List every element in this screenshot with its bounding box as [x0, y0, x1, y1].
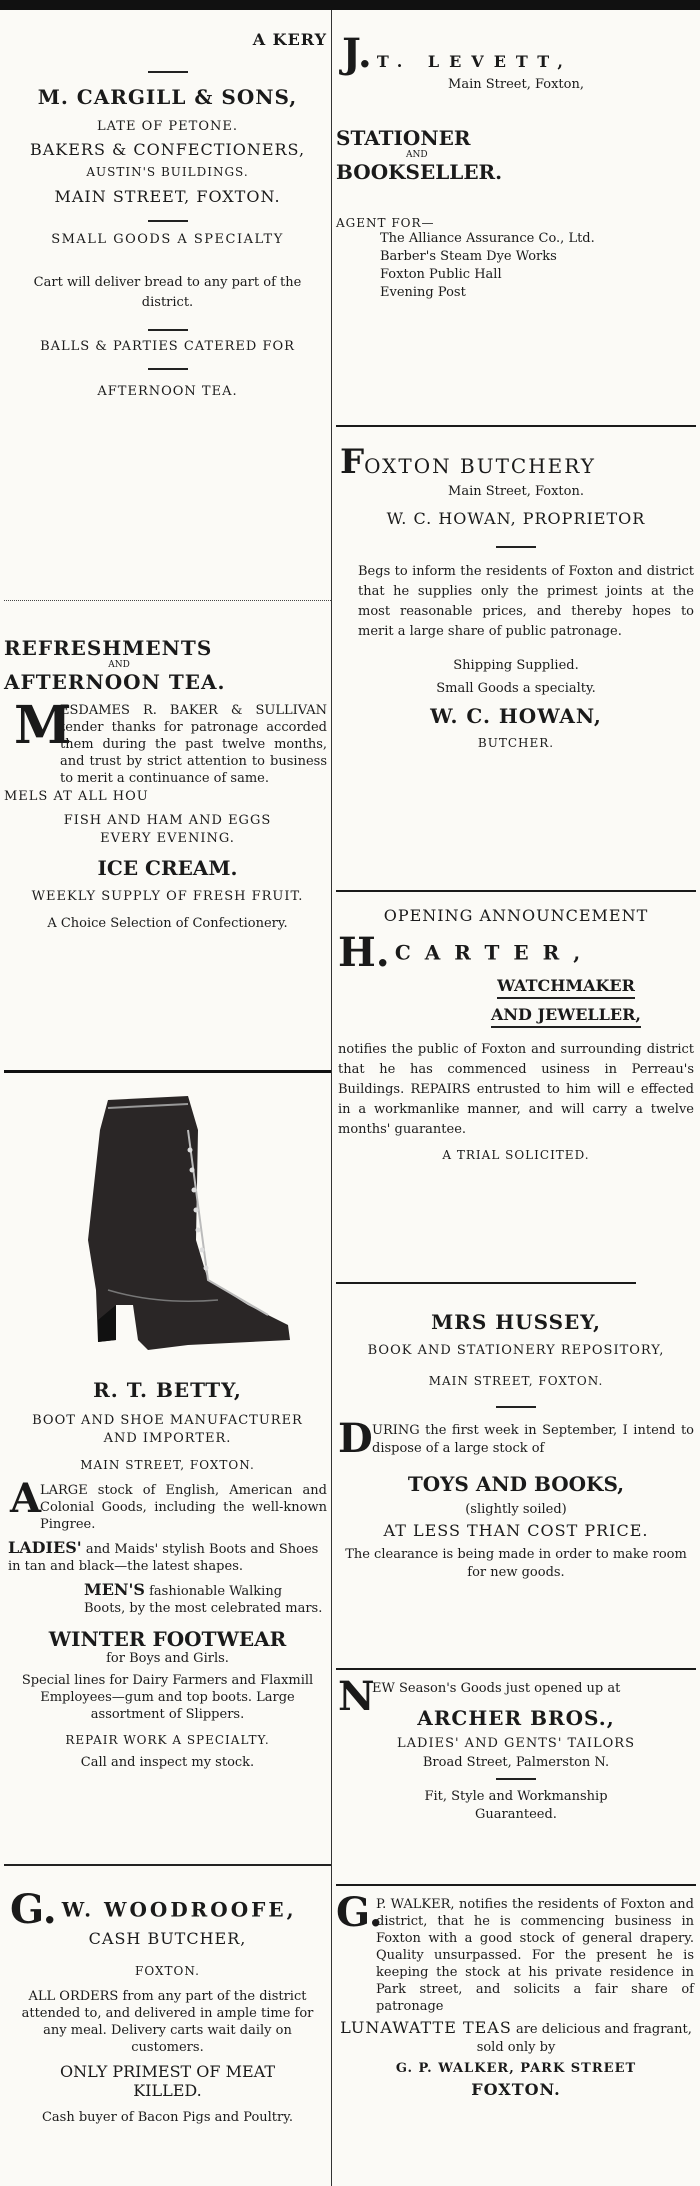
betty-mens-head: MEN'S: [84, 1580, 145, 1599]
archer-fit: Fit, Style and Workmanship Guaranteed.: [424, 1789, 608, 1822]
betty-ladies-head: LADIES': [8, 1538, 82, 1557]
walker-sign: G. P. WALKER, PARK STREET: [395, 2061, 637, 2076]
hussey-body: URING the first week in September, I intend to dispose of a large stock of: [372, 1423, 694, 1456]
betty-winter: WINTER FOOTWEAR: [48, 1627, 287, 1651]
woodroofe-orders: ALL ORDERS from any part of the district attended to, and delivered in ample time for any meal. Delivery carts wait daily on customers.: [21, 1989, 314, 2055]
akery-text: A KERY: [252, 30, 327, 49]
betty-ladies: and Maids' stylish Boots and Shoes in tan and black—the latest shapes.: [8, 1542, 319, 1574]
carter-trade2: AND JEWELLER,: [491, 1005, 641, 1028]
archer-dropcap: N: [338, 1673, 375, 1720]
betty-stock: LARGE stock of English, American and Colonial Goods, including the well-known Pingree.: [40, 1483, 327, 1532]
levett-stationer: STATIONER: [336, 126, 471, 150]
woodroofe-name: W. WOODROOFE,: [61, 1897, 297, 1922]
woodroofe-prime: ONLY PRIMEST OF MEAT KILLED.: [60, 2062, 275, 2100]
levett-agent: AGENT FOR—: [336, 216, 435, 230]
refresh-fish: FISH AND HAM AND EGGS EVERY EVENING.: [63, 813, 272, 846]
agency-item: Barber's Steam Dye Works: [380, 249, 557, 264]
butchery-ad: [336, 442, 696, 750]
woodroofe-ad: [4, 1886, 331, 2125]
agency-item: The Alliance Assurance Co., Ltd.: [380, 231, 595, 246]
betty-call: Call and inspect my stock.: [80, 1755, 255, 1770]
betty-ad: [4, 1090, 331, 1770]
boot-illustration: [38, 1090, 298, 1360]
refresh-meals: MELS AT ALL HOU: [4, 789, 149, 804]
walker-teas: are delicious and fragrant, sold only by: [476, 2022, 692, 2055]
walker-body: P. WALKER, notifies the residents of Foxton and district, that he is commencing business in Foxton with a good stock of general drapery. Quality unsurpassed. For the present he is keeping the stock at his private residence in Park street, and solicits a fair share of patronage: [376, 1897, 694, 2014]
hussey-ad: [336, 1310, 696, 1582]
refresh-dropcap: M: [14, 695, 72, 756]
betty-mens: fashionable Walking Boots, by the most celebrated mars.: [84, 1584, 323, 1616]
hussey-trade: BOOK AND STATIONERY REPOSITORY,: [367, 1343, 665, 1358]
refresh-choice: A Choice Selection of Confectionery.: [47, 916, 288, 931]
refresh-ice: ICE CREAM.: [97, 856, 238, 880]
woodroofe-cash: Cash buyer of Bacon Pigs and Poultry.: [41, 2110, 293, 2125]
betty-special: Special lines for Dairy Farmers and Flaxmill Employees—gum and top boots. Large assortment of Slippers.: [21, 1673, 314, 1722]
archer-name: ARCHER BROS.,: [417, 1706, 615, 1730]
cargill-ad: [4, 30, 331, 399]
carter-name: CARTER,: [394, 940, 595, 965]
betty-name: R. T. BETTY,: [93, 1378, 242, 1402]
carter-trial: A TRIAL SOLICITED.: [442, 1148, 590, 1162]
cargill-small-goods: SMALL GOODS A SPECIALTY: [51, 232, 284, 247]
betty-street: MAIN STREET, FOXTON.: [80, 1458, 255, 1472]
carter-opening: OPENING ANNOUNCEMENT: [383, 906, 649, 925]
refresh-body: ESDAMES R. BAKER & SULLIVAN tender thanks for patronage accorded them during the past twelve months, and trust by strict attention to business to merit a continuance of same.: [60, 703, 327, 786]
carter-ad: [336, 906, 696, 1162]
hussey-toys: TOYS AND BOOKS,: [407, 1472, 625, 1496]
cargill-trade: BAKERS & CONFECTIONERS,: [29, 140, 306, 159]
cargill-balls: BALLS & PARTIES CATERED FOR: [40, 339, 295, 354]
carter-body: notifies the public of Foxton and surrounding district that he has commenced usiness in Perreau's Buildings. REPAIRS entrusted to him will e effected in a workmanlike manner, and will carry a twelve months' guarantee.: [338, 1042, 694, 1137]
butchery-title: OXTON BUTCHERY: [364, 454, 596, 478]
right-column: [336, 10, 696, 2186]
archer-street: Broad Street, Palmerston N.: [422, 1755, 610, 1770]
cargill-street: MAIN STREET, FOXTON.: [54, 187, 281, 206]
cargill-late: LATE OF PETONE.: [97, 119, 238, 134]
hussey-dropcap: D: [338, 1415, 373, 1462]
refreshments-ad: REFRESHMENTS AND AFTERNOON TEA. M ESDAMES R. BAKER & SULLIVAN tender thanks for patronage accorded them during the past twelve months, and trust by strict attention to business to merit a continuance of same. MELS AT ALL HOU FISH AND HAM AND EGGS EVERY EVENING. ICE CREAM. WEEKLY SUPPLY OF FRESH FRUIT. A Choice Selection of Confectionery.: [4, 636, 331, 931]
hussey-clearance: The clearance is being made in order to make room for new goods.: [345, 1547, 687, 1580]
hussey-name: MRS HUSSEY,: [431, 1310, 601, 1334]
levett-ad: J. T. LEVETT, Main Street, Foxton, STATIONER AND BOOKSELLER. AGENT FOR— The Alliance Assurance Co., Ltd. Barber's Steam Dye Works Foxton Public Hall Evening Post: [336, 30, 696, 302]
agency-item: Foxton Public Hall: [380, 267, 502, 282]
agency-item: Evening Post: [380, 285, 466, 300]
levett-agencies: [336, 230, 696, 302]
butchery-small: Small Goods a specialty.: [436, 681, 596, 696]
levett-street: Main Street, Foxton,: [448, 77, 584, 92]
betty-trade: BOOT AND SHOE MANUFACTURER AND IMPORTER.: [32, 1413, 303, 1446]
refresh-title2: AFTERNOON TEA.: [4, 670, 226, 694]
cargill-cart: Cart will deliver bread to any part of the district.: [33, 275, 302, 310]
betty-dropcap: A: [10, 1475, 42, 1522]
archer-trade: LADIES' AND GENTS' TAILORS: [397, 1736, 635, 1751]
archer-body: EW Season's Goods just opened up at: [372, 1681, 621, 1696]
betty-repair: REPAIR WORK A SPECIALTY.: [65, 1733, 270, 1747]
walker-town: FOXTON.: [471, 2080, 561, 2099]
butchery-street: Main Street, Foxton.: [448, 484, 584, 499]
levett-name: T. LEVETT,: [376, 52, 573, 71]
hussey-price: AT LESS THAN COST PRICE.: [383, 1521, 649, 1540]
walker-teas-head: LUNAWATTE TEAS: [340, 2018, 512, 2037]
left-column: [4, 10, 332, 2186]
walker-ad: [336, 1889, 696, 2099]
hussey-soiled: (slightly soiled): [465, 1502, 567, 1517]
cargill-name: M. CARGILL & SONS,: [37, 85, 298, 109]
butchery-sign: W. C. HOWAN,: [430, 704, 602, 728]
butchery-shipping: Shipping Supplied.: [453, 658, 579, 673]
butchery-prop: W. C. HOWAN, PROPRIETOR: [386, 509, 646, 528]
top-rule: [0, 0, 700, 10]
woodroofe-trade: CASH BUTCHER,: [88, 1929, 247, 1948]
betty-winter-sub: for Boys and Girls.: [106, 1651, 229, 1666]
walker-dropcap: G.: [336, 1889, 383, 1936]
levett-bookseller: BOOKSELLER.: [336, 160, 503, 184]
cargill-afternoon: AFTERNOON TEA.: [97, 384, 238, 399]
refresh-weekly: WEEKLY SUPPLY OF FRESH FRUIT.: [31, 889, 304, 904]
butchery-body: Begs to inform the residents of Foxton and district that he supplies only the primest joints at the most reasonable prices, and thereby hopes to merit a large share of public patronage.: [358, 564, 694, 639]
carter-trade1: WATCHMAKER: [497, 976, 635, 999]
cargill-buildings: AUSTIN'S BUILDINGS.: [86, 165, 249, 179]
butchery-dropcap: F: [340, 442, 365, 482]
refresh-title1: REFRESHMENTS: [4, 636, 213, 660]
archer-ad: [336, 1673, 696, 1824]
hussey-street: MAIN STREET, FOXTON.: [428, 1374, 604, 1388]
woodroofe-initial: G.: [10, 1886, 57, 1933]
levett-initial: J.: [342, 30, 372, 77]
butchery-role: BUTCHER.: [477, 736, 555, 750]
woodroofe-town: FOXTON.: [135, 1964, 200, 1978]
carter-initial: H.: [338, 929, 390, 976]
